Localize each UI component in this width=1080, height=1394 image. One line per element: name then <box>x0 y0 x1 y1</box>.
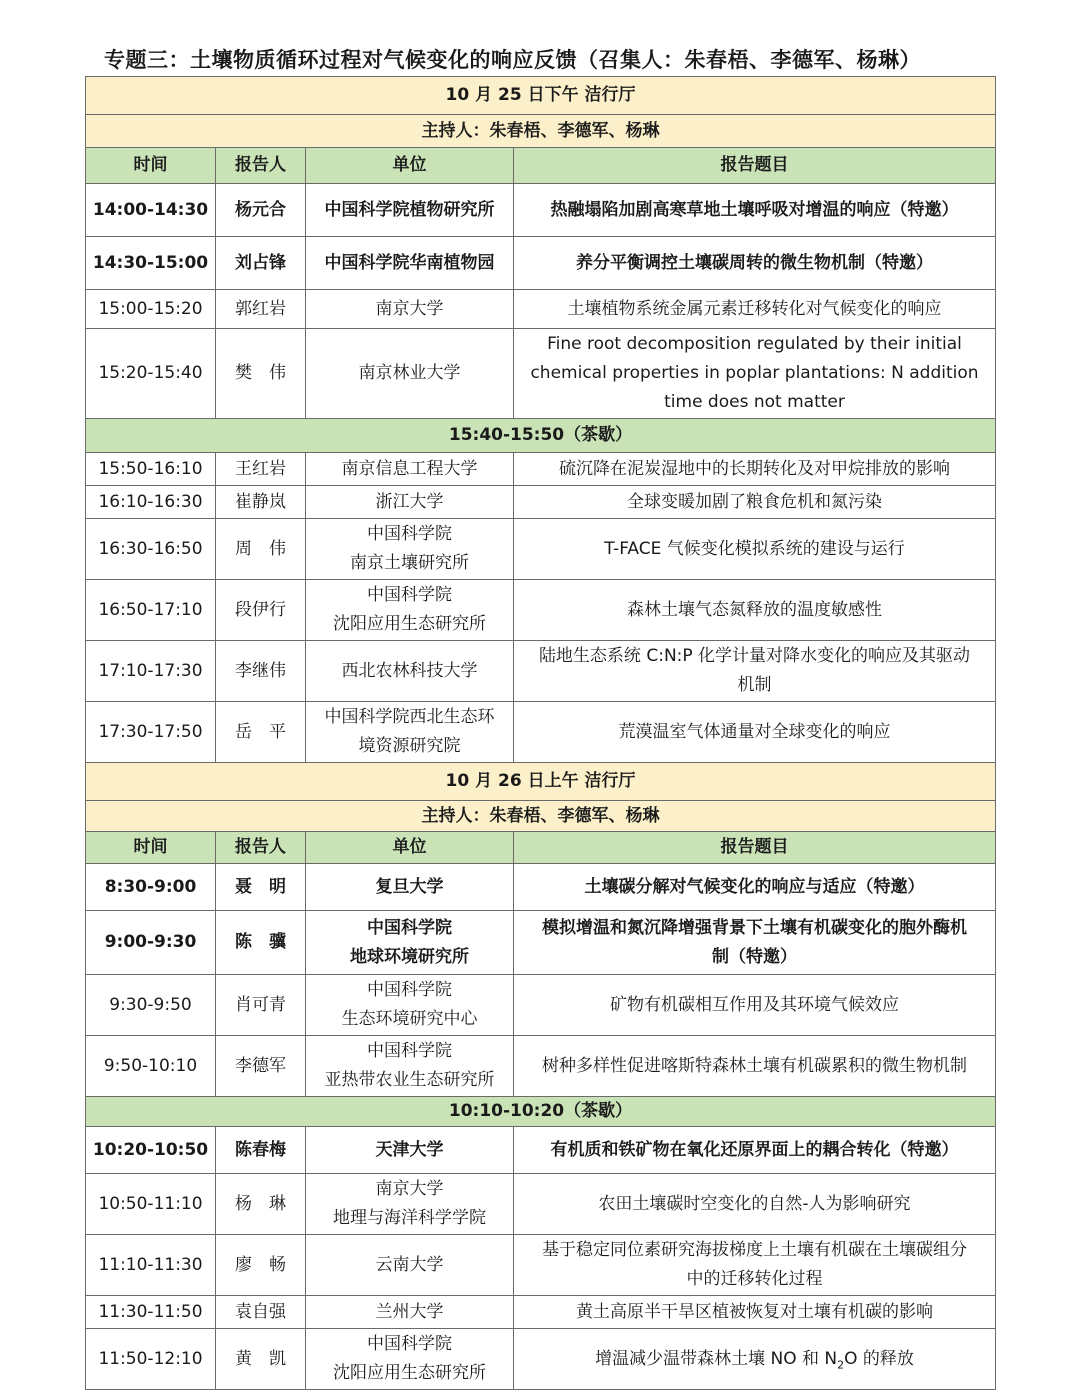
talk-time: 10:50-11:10 <box>86 1174 216 1235</box>
talk-topic: 树种多样性促进喀斯特森林土壤有机碳累积的微生物机制 <box>514 1036 996 1097</box>
table-row <box>86 1235 996 1296</box>
talk-speaker: 廖 畅 <box>216 1235 306 1296</box>
talk-speaker: 李继伟 <box>216 641 306 702</box>
header-row <box>86 832 996 864</box>
topic-line: 制（特邀） <box>712 946 797 967</box>
host-row <box>86 115 996 148</box>
topic-line: 陆地生态系统 C:N:P 化学计量对降水变化的响应及其驱动 <box>538 646 971 666</box>
talk-time: 15:00-15:20 <box>86 290 216 329</box>
table-row <box>86 184 996 237</box>
talk-topic: T-FACE 气候变化模拟系统的建设与运行 <box>514 519 996 580</box>
talk-unit: 中国科学院植物研究所 <box>306 184 514 237</box>
header-topic: 报告题目 <box>514 832 996 864</box>
talk-unit: 南京林业大学 <box>306 329 514 419</box>
talk-unit <box>306 1036 514 1097</box>
talk-topic: 黄土高原半干旱区植被恢复对土壤有机碳的影响 <box>514 1296 996 1329</box>
table-row <box>86 1036 996 1097</box>
talk-speaker: 陈春梅 <box>216 1127 306 1174</box>
topic-line: 机制 <box>737 675 772 695</box>
table-row <box>86 290 996 329</box>
unit-line: 沈阳应用生态研究所 <box>333 614 486 634</box>
unit-line: 中国科学院 <box>367 980 452 1000</box>
talk-topic: 矿物有机碳相互作用及其环境气候效应 <box>514 975 996 1036</box>
header-speaker: 报告人 <box>216 148 306 184</box>
topic-text: 增温减少温带森林土壤 NO 和 N <box>595 1348 838 1369</box>
talk-speaker: 刘占锋 <box>216 237 306 290</box>
header-topic: 报告题目 <box>514 148 996 184</box>
talk-unit <box>306 1174 514 1235</box>
talk-topic: 土壤植物系统金属元素迁移转化对气候变化的响应 <box>514 290 996 329</box>
unit-line: 中国科学院 <box>367 1041 452 1061</box>
talk-speaker: 周 伟 <box>216 519 306 580</box>
talk-topic: Fine root decomposition regulated by their initial chemical properties in poplar plantations: N addition time does not matter <box>514 329 996 419</box>
talk-unit: 西北农林科技大学 <box>306 641 514 702</box>
talk-topic <box>514 1329 996 1390</box>
table-row <box>86 329 996 419</box>
unit-line: 境资源研究院 <box>358 736 461 756</box>
header-time: 时间 <box>86 148 216 184</box>
header-row <box>86 148 996 184</box>
header-unit: 单位 <box>306 832 514 864</box>
talk-time: 11:30-11:50 <box>86 1296 216 1329</box>
talk-time: 8:30-9:00 <box>86 864 216 911</box>
talk-unit <box>306 519 514 580</box>
talk-unit <box>306 580 514 641</box>
table-row <box>86 1174 996 1235</box>
unit-line: 生态环境研究中心 <box>341 1009 478 1029</box>
talk-time: 10:20-10:50 <box>86 1127 216 1174</box>
talk-unit <box>306 975 514 1036</box>
talk-speaker: 崔静岚 <box>216 486 306 519</box>
talk-topic: 养分平衡调控土壤碳周转的微生物机制（特邀） <box>514 237 996 290</box>
unit-line: 中国科学院 <box>367 524 452 544</box>
talk-time: 15:50-16:10 <box>86 453 216 486</box>
session-host: 主持人：朱春梧、李德军、杨琳 <box>86 115 996 148</box>
talk-speaker: 黄 凯 <box>216 1329 306 1390</box>
unit-line: 南京大学 <box>375 1179 444 1199</box>
talk-unit: 天津大学 <box>306 1127 514 1174</box>
talk-time: 15:20-15:40 <box>86 329 216 419</box>
page-title: 专题三：土壤物质循环过程对气候变化的响应反馈（召集人：朱春梧、李德军、杨琳） <box>104 48 921 72</box>
talk-speaker: 郭红岩 <box>216 290 306 329</box>
talk-topic: 有机质和铁矿物在氧化还原界面上的耦合转化（特邀） <box>514 1127 996 1174</box>
talk-speaker: 肖可青 <box>216 975 306 1036</box>
table-row <box>86 975 996 1036</box>
session-heading-row <box>86 763 996 801</box>
talk-unit: 复旦大学 <box>306 864 514 911</box>
table-row <box>86 1329 996 1390</box>
talk-unit: 云南大学 <box>306 1235 514 1296</box>
talk-time: 14:00-14:30 <box>86 184 216 237</box>
talk-topic <box>514 911 996 975</box>
talk-speaker: 王红岩 <box>216 453 306 486</box>
talk-unit: 南京大学 <box>306 290 514 329</box>
unit-line: 南京土壤研究所 <box>350 553 469 573</box>
talk-unit: 南京信息工程大学 <box>306 453 514 486</box>
table-row <box>86 864 996 911</box>
talk-topic: 荒漠温室气体通量对全球变化的响应 <box>514 702 996 763</box>
talk-time: 9:50-10:10 <box>86 1036 216 1097</box>
table-row <box>86 911 996 975</box>
talk-speaker: 袁自强 <box>216 1296 306 1329</box>
talk-topic: 全球变暖加剧了粮食危机和氮污染 <box>514 486 996 519</box>
session-heading: 10 月 26 日上午 洁行厅 <box>86 763 996 801</box>
talk-speaker: 杨元合 <box>216 184 306 237</box>
talk-speaker: 杨 琳 <box>216 1174 306 1235</box>
talk-time: 14:30-15:00 <box>86 237 216 290</box>
talk-time: 11:50-12:10 <box>86 1329 216 1390</box>
table-row <box>86 237 996 290</box>
schedule-table <box>85 76 996 1390</box>
talk-topic: 土壤碳分解对气候变化的响应与适应（特邀） <box>514 864 996 911</box>
topic-line: 基于稳定同位素研究海拔梯度上土壤有机碳在土壤碳组分 <box>542 1240 967 1260</box>
talk-time: 9:30-9:50 <box>86 975 216 1036</box>
talk-time: 17:30-17:50 <box>86 702 216 763</box>
talk-unit <box>306 1329 514 1390</box>
unit-line: 亚热带农业生态研究所 <box>324 1070 495 1090</box>
topic-text: O 的释放 <box>844 1348 914 1369</box>
talk-unit: 中国科学院华南植物园 <box>306 237 514 290</box>
topic-subscript: 2 <box>837 1357 845 1371</box>
break-row <box>86 1097 996 1127</box>
table-row <box>86 519 996 580</box>
header-time: 时间 <box>86 832 216 864</box>
break-row <box>86 419 996 453</box>
talk-speaker: 岳 平 <box>216 702 306 763</box>
unit-line: 沈阳应用生态研究所 <box>333 1363 486 1383</box>
talk-time: 17:10-17:30 <box>86 641 216 702</box>
talk-time: 9:00-9:30 <box>86 911 216 975</box>
header-speaker: 报告人 <box>216 832 306 864</box>
table-row <box>86 1127 996 1174</box>
talk-time: 11:10-11:30 <box>86 1235 216 1296</box>
unit-line: 中国科学院 <box>367 1334 452 1354</box>
host-row <box>86 801 996 832</box>
talk-topic: 农田土壤碳时空变化的自然-人为影响研究 <box>514 1174 996 1235</box>
talk-speaker: 李德军 <box>216 1036 306 1097</box>
talk-topic <box>514 1235 996 1296</box>
unit-line: 地球环境研究所 <box>350 946 469 967</box>
table-row <box>86 453 996 486</box>
talk-topic <box>514 641 996 702</box>
talk-time: 16:10-16:30 <box>86 486 216 519</box>
tea-break: 15:40-15:50（茶歇） <box>86 419 996 453</box>
unit-line: 中国科学院 <box>367 917 452 938</box>
table-row <box>86 641 996 702</box>
talk-speaker: 陈 骥 <box>216 911 306 975</box>
unit-line: 中国科学院 <box>367 585 452 605</box>
unit-line: 地理与海洋科学学院 <box>333 1208 486 1228</box>
talk-topic: 热融塌陷加剧高寒草地土壤呼吸对增温的响应（特邀） <box>514 184 996 237</box>
talk-unit <box>306 702 514 763</box>
table-row <box>86 486 996 519</box>
talk-speaker: 樊 伟 <box>216 329 306 419</box>
header-unit: 单位 <box>306 148 514 184</box>
table-row <box>86 702 996 763</box>
talk-unit: 兰州大学 <box>306 1296 514 1329</box>
talk-time: 16:50-17:10 <box>86 580 216 641</box>
session-host: 主持人：朱春梧、李德军、杨琳 <box>86 801 996 832</box>
topic-line: 中的迁移转化过程 <box>686 1269 823 1289</box>
tea-break: 10:10-10:20（茶歇） <box>86 1097 996 1127</box>
talk-unit: 浙江大学 <box>306 486 514 519</box>
talk-speaker: 聂 明 <box>216 864 306 911</box>
session-heading: 10 月 25 日下午 洁行厅 <box>86 77 996 115</box>
talk-topic: 森林土壤气态氮释放的温度敏感性 <box>514 580 996 641</box>
table-row <box>86 580 996 641</box>
topic-line: 模拟增温和氮沉降增强背景下土壤有机碳变化的胞外酶机 <box>542 917 967 938</box>
talk-topic: 硫沉降在泥炭湿地中的长期转化及对甲烷排放的影响 <box>514 453 996 486</box>
talk-unit <box>306 911 514 975</box>
talk-speaker: 段伊行 <box>216 580 306 641</box>
table-row <box>86 1296 996 1329</box>
talk-time: 16:30-16:50 <box>86 519 216 580</box>
unit-line: 中国科学院西北生态环 <box>324 707 495 727</box>
session-heading-row <box>86 77 996 115</box>
